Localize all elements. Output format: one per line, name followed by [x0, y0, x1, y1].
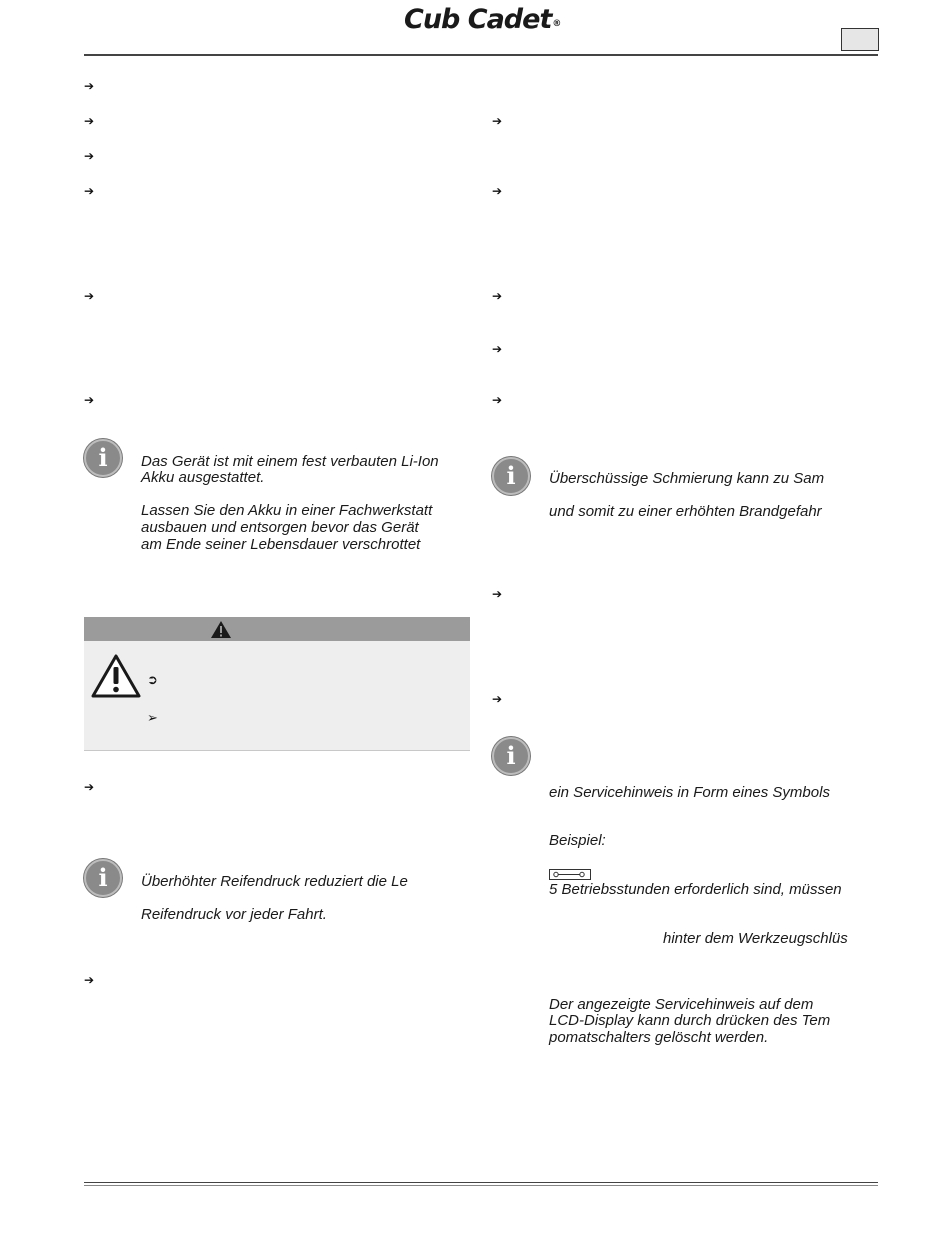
note-lubrication-line: und somit zu einer erhöhten Brandgefahr	[549, 503, 822, 520]
arrow-bullet-icon: ➔	[84, 289, 95, 303]
note-battery-line: Akku ausgestattet.	[141, 469, 265, 486]
info-circle-icon: i	[84, 859, 122, 897]
note-service-display-line: Der angezeigte Servicehinweis auf dem	[549, 996, 814, 1013]
note-service-display-line: LCD-Display kann durch drücken des Tem	[549, 1012, 831, 1029]
header-rule	[84, 54, 878, 56]
note-battery-line: Lassen Sie den Akku in einer Fachwerkstatt	[141, 502, 433, 519]
arrow-bullet-icon: ➔	[492, 184, 503, 198]
warning-header-bar	[84, 617, 470, 641]
warning-triangle-icon	[90, 653, 142, 699]
note-tire-line: Reifendruck vor jeder Fahrt.	[141, 906, 327, 923]
registered-mark: ®	[552, 19, 561, 29]
arrow-bullet-icon: ➔	[84, 393, 95, 407]
note-service-line: 5 Betriebsstunden erforderlich sind, müssen	[549, 881, 842, 898]
info-circle-icon: i	[84, 439, 122, 477]
note-service-example-label: Beispiel:	[549, 832, 606, 849]
logo-text: Cub Cadet	[404, 4, 552, 35]
arrow-bullet-icon: ➔	[492, 289, 503, 303]
arrow-bullet-icon: ➔	[492, 342, 503, 356]
wrench-glyph-icon	[550, 870, 590, 879]
chevron-bullet-icon: ➢	[147, 711, 158, 726]
note-lubrication-line: Überschüssige Schmierung kann zu Sam	[549, 470, 825, 487]
warning-box	[84, 641, 470, 751]
arrow-bullet-icon: ➔	[84, 184, 95, 198]
arrow-bullet-icon: ➔	[492, 393, 503, 407]
note-tire-line: Überhöhter Reifendruck reduziert die Le	[141, 873, 408, 890]
note-service-line: ein Servicehinweis in Form eines Symbols	[549, 784, 830, 801]
circle-arrow-bullet-icon: ➲	[147, 673, 158, 688]
arrow-bullet-icon: ➔	[492, 692, 503, 706]
note-battery-line: am Ende seiner Lebensdauer verschrottet	[141, 536, 421, 553]
arrow-bullet-icon: ➔	[84, 79, 95, 93]
page-number-box	[841, 28, 879, 51]
info-circle-icon: i	[492, 457, 530, 495]
warning-small-icon	[210, 620, 232, 639]
footer-rule-secondary	[84, 1185, 878, 1186]
note-service-line: hinter dem Werkzeugschlüs	[663, 930, 848, 947]
arrow-bullet-icon: ➔	[84, 114, 95, 128]
arrow-bullet-icon: ➔	[492, 114, 503, 128]
arrow-bullet-icon: ➔	[84, 973, 95, 987]
arrow-bullet-icon: ➔	[492, 587, 503, 601]
cub-cadet-logo	[404, 4, 579, 36]
footer-rule	[84, 1182, 878, 1183]
info-circle-icon: i	[492, 737, 530, 775]
note-service-display-line: pomatschalters gelöscht werden.	[549, 1029, 769, 1046]
wrench-service-icon	[549, 869, 591, 880]
arrow-bullet-icon: ➔	[84, 149, 95, 163]
note-battery-line: Das Gerät ist mit einem fest verbauten Li-Ion	[141, 453, 439, 470]
note-battery-line: ausbauen und entsorgen bevor das Gerät	[141, 519, 419, 536]
arrow-bullet-icon: ➔	[84, 780, 95, 794]
